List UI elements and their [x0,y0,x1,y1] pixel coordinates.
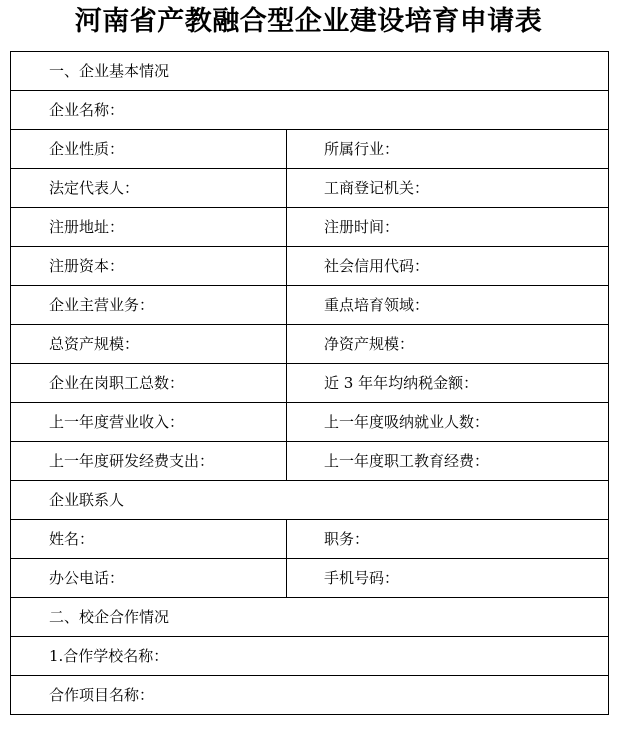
office-phone-field[interactable]: 办公电话： [11,559,287,598]
registered-address-field[interactable]: 注册地址： [11,208,287,247]
main-business-field[interactable]: 企业主营业务： [11,286,287,325]
form-row [11,481,609,520]
total-assets-field[interactable]: 总资产规模： [11,325,287,364]
form-row [11,91,609,130]
section-heading-basic-info: 一、企业基本情况 [11,52,609,91]
avg-tax-field[interactable]: 近 3 年年均纳税金额： [287,364,609,403]
form-row [11,520,609,559]
contact-position-field[interactable]: 职务： [287,520,609,559]
form-row [11,208,609,247]
net-assets-field[interactable]: 净资产规模： [287,325,609,364]
last-year-rd-expense-field[interactable]: 上一年度研发经费支出： [11,442,287,481]
form-row [11,169,609,208]
key-cultivation-area-field[interactable]: 重点培育领域： [287,286,609,325]
form-row [11,559,609,598]
project-name-field[interactable]: 合作项目名称： [11,676,609,715]
last-year-revenue-field[interactable]: 上一年度营业收入： [11,403,287,442]
partner-school-field[interactable]: 1.合作学校名称： [11,637,609,676]
legal-representative-field[interactable]: 法定代表人： [11,169,287,208]
contact-heading: 企业联系人 [11,481,609,520]
credit-code-field[interactable]: 社会信用代码： [287,247,609,286]
form-row [11,130,609,169]
form-row [11,364,609,403]
registered-capital-field[interactable]: 注册资本： [11,247,287,286]
section-row [11,598,609,637]
form-title: 河南省产教融合型企业建设培育申请表 [74,6,543,37]
company-name-field[interactable]: 企业名称： [11,91,609,130]
form-row [11,325,609,364]
form-row [11,403,609,442]
company-nature-field[interactable]: 企业性质： [11,130,287,169]
registration-date-field[interactable]: 注册时间： [287,208,609,247]
form-row [11,637,609,676]
industry-field[interactable]: 所属行业： [287,130,609,169]
mobile-phone-field[interactable]: 手机号码： [287,559,609,598]
application-form-table [10,51,609,715]
last-year-training-expense-field[interactable]: 上一年度职工教育经费： [287,442,609,481]
employee-count-field[interactable]: 企业在岗职工总数： [11,364,287,403]
last-year-employment-field[interactable]: 上一年度吸纳就业人数： [287,403,609,442]
registration-authority-field[interactable]: 工商登记机关： [287,169,609,208]
form-row [11,442,609,481]
section-heading-cooperation: 二、校企合作情况 [11,598,609,637]
form-row [11,676,609,715]
form-row [11,286,609,325]
form-row [11,247,609,286]
contact-name-field[interactable]: 姓名： [11,520,287,559]
section-row [11,52,609,91]
